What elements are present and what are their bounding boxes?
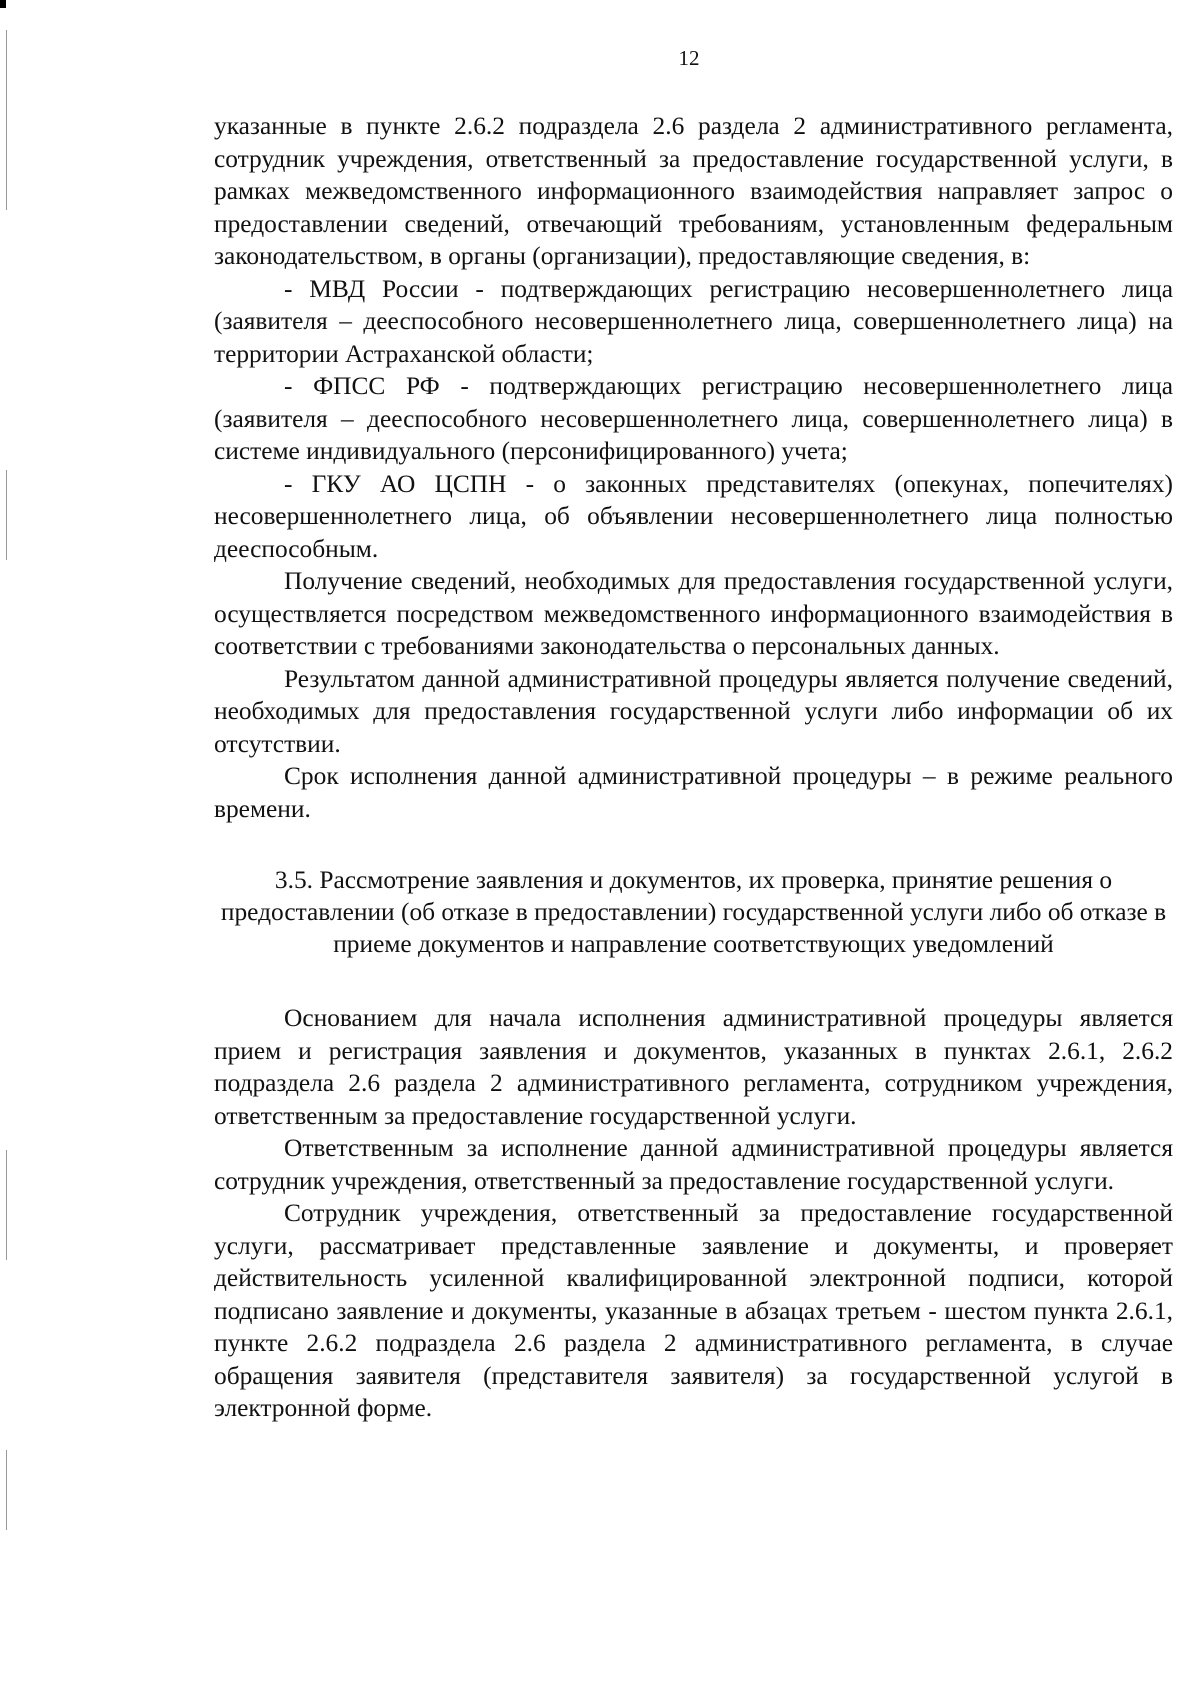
paragraph: Результатом данной административной процедуры является получение сведений, необходимых для предоставления государственной услуги либо информации об их отсутствии. — [214, 664, 1173, 758]
paragraph: Ответственным за исполнение данной административной процедуры является сотрудник учреждения, ответственный за предоставление государственной услуги. — [214, 1134, 1173, 1195]
paragraph: указанные в пункте 2.6.2 подраздела 2.6 раздела 2 административного регламента, сотрудник учреждения, ответственный за предоставление государственной услуги, в рамках межведомственного информационного взаимодействия направляет запрос о предоставлении сведений, отвечающий требованиям, установленным федеральным законодательством, в органы (организации), предоставляющие сведения, в: — [214, 112, 1173, 270]
scan-edge-line — [6, 1450, 7, 1530]
list-item-fpss: - ФПСС РФ - подтверждающих регистрацию несовершеннолетнего лица (заявителя – дееспособного несовершеннолетнего лица, совершеннолетнего лица) в системе индивидуального (персонифицированного) учета; — [214, 372, 1173, 465]
scan-edge-line — [6, 470, 7, 560]
scan-corner-mark — [0, 0, 6, 8]
page-number: 12 — [678, 46, 700, 70]
list-item-gku: - ГКУ АО ЦСПН - о законных представителях (опекунах, попечителях) несовершеннолетнего лица, об объявлении несовершеннолетнего лица полностью дееспособным. — [214, 469, 1173, 563]
paragraph: Срок исполнения данной административной процедуры – в режиме реального времени. — [214, 762, 1173, 823]
scan-edge-line — [6, 1150, 7, 1260]
section-heading: 3.5. Рассмотрение заявления и документов, их проверка, принятие решения о предоставлении (об отказе в предоставлении) государственной услуги либо об отказе в приеме документов и направление соответствующих уведомлений — [220, 866, 1167, 958]
list-item-mvd: - МВД России - подтверждающих регистрацию несовершеннолетнего лица (заявителя – дееспособного несовершеннолетнего лица, совершеннолетнего лица) на территории Астраханской области; — [214, 274, 1173, 368]
paragraph: Сотрудник учреждения, ответственный за предоставление государственной услуги, рассматривает представленные заявление и документы, и проверяет действительность усиленной квалифицированной электронной подписи, которой подписано заявление и документы, указанные в абзацах третьем - шестом пункта 2.6.1, пункте 2.6.2 подраздела 2.6 раздела 2 административного регламента, в случае обращения заявителя (представителя заявителя) за государственной услугой в электронной форме. — [214, 1199, 1173, 1422]
document-body — [214, 110, 1173, 1425]
paragraph: Получение сведений, необходимых для предоставления государственной услуги, осуществляется посредством межведомственного информационного взаимодействия в соответствии с требованиями законодательства о персональных данных. — [214, 567, 1173, 660]
paragraph: Основанием для начала исполнения административной процедуры является прием и регистрация заявления и документов, указанных в пунктах 2.6.1, 2.6.2 подраздела 2.6 раздела 2 административного регламента, сотрудником учреждения, ответственным за предоставление государственной услуги. — [214, 1004, 1173, 1130]
